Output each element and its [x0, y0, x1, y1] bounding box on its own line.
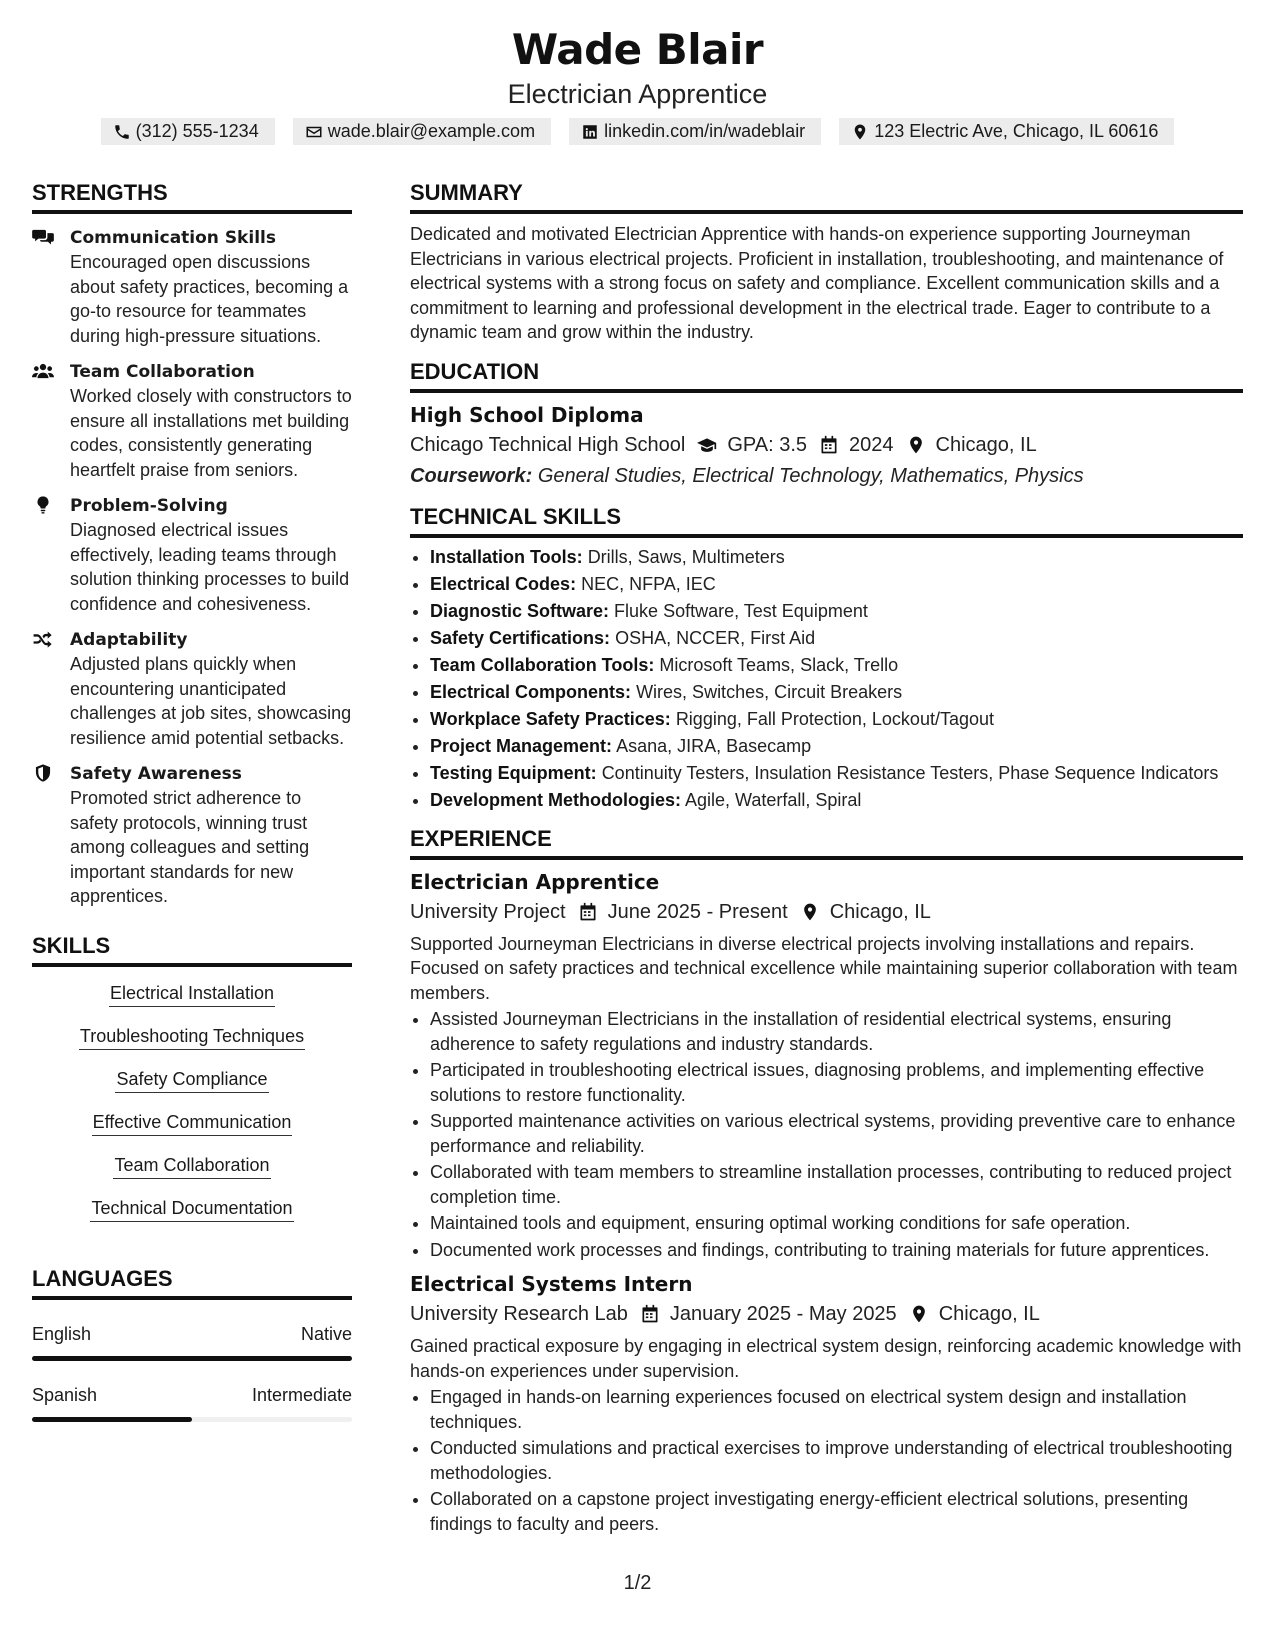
summary-text: Dedicated and motivated Electrician Apprentice with hands-on experience supporting Journeyman Electricians in various electrical projects. Proficient in installation, troubleshooting, and maintenance of electrical systems with a strong focus on safety and compliance. Excellent communication skills and a commitment to learning and professional development in the electrical trade. Eager to contribute to a dynamic team and grow within the industry.	[410, 224, 1224, 342]
skill-tag: Safety Compliance	[115, 1067, 268, 1093]
list-item: • Collaborated with team members to streamline installation processes, contributing to reduced project completion time.	[430, 1160, 1243, 1209]
coursework-label: Coursework:	[410, 464, 533, 487]
strength-desc: Encouraged open discussions about safety practices, becoming a go-to resource for teammates during high-pressure situations.	[70, 252, 349, 346]
list-item	[430, 652, 1243, 679]
contact-phone[interactable]	[101, 118, 275, 145]
strengths-heading: STRENGTHS	[32, 178, 352, 214]
tech-skill-value: Asana, JIRA, Basecamp	[616, 735, 812, 756]
job-summary: Supported Journeyman Electricians in diverse electrical projects involving installations and repairs. Focused on safety practices and technical excellence while maintaining superior collaboration with team members.	[410, 933, 1238, 1003]
tech-skill-label: Team Collaboration Tools:	[430, 654, 655, 675]
tech-skill-value: Continuity Testers, Insulation Resistance Testers, Phase Sequence Indicators	[601, 762, 1219, 783]
list-item: • Supported maintenance activities on various electrical systems, providing preventive care to enhance performance and reliability.	[430, 1109, 1243, 1158]
list-item	[430, 598, 1243, 625]
contact-address-text: 123 Electric Ave, Chicago, IL 60616	[874, 121, 1159, 141]
language-proficiency-bar	[32, 1356, 352, 1361]
tech-skill-value: Fluke Software, Test Equipment	[614, 600, 868, 621]
education-school: Chicago Technical High School	[410, 433, 686, 456]
job-title: Electrical Systems Intern	[410, 1272, 693, 1296]
list-item: • Assisted Journeyman Electricians in the installation of residential electrical systems, ensuring adherence to safety regulations and industry standards.	[430, 1007, 1243, 1056]
language-name: English	[32, 1323, 92, 1344]
strength-desc: Worked closely with constructors to ensure all installations met building codes, consistently generating heartfelt praise from seniors.	[70, 386, 352, 480]
language-proficiency-fill	[32, 1417, 192, 1422]
job-dates: January 2025 - May 2025	[669, 1303, 897, 1325]
strength-item	[32, 494, 352, 616]
job-location: Chicago, IL	[829, 900, 931, 923]
summary-heading: SUMMARY	[410, 178, 1243, 214]
strength-item	[32, 762, 352, 909]
job-org: University Research Lab	[410, 1303, 628, 1325]
tech-skill-label: Safety Certifications:	[430, 627, 611, 648]
tech-skill-value: Rigging, Fall Protection, Lockout/Tagout	[675, 708, 994, 729]
list-item: • Participated in troubleshooting electrical issues, diagnosing problems, and implementing effective solutions to restore functionality.	[430, 1058, 1243, 1107]
strength-desc: Adjusted plans quickly when encountering unanticipated challenges at job sites, showcasing resilience amid potential setbacks.	[70, 654, 352, 748]
skill-tag: Technical Documentation	[90, 1196, 293, 1222]
linkedin-icon	[581, 123, 599, 141]
experience-entry	[410, 868, 1243, 1263]
strength-item	[32, 226, 352, 348]
tech-skill-value: Wires, Switches, Circuit Breakers	[636, 681, 903, 702]
job-summary: Gained practical exposure by engaging in electrical system design, reinforcing academic knowledge with hands-on experiences under supervision.	[410, 1336, 1242, 1381]
job-meta	[410, 1300, 1243, 1328]
experience-entry	[410, 1270, 1243, 1536]
education-gpa: GPA: 3.5	[727, 433, 808, 456]
contact-linkedin-text: linkedin.com/in/wadeblair	[604, 121, 806, 141]
education-heading: EDUCATION	[410, 357, 1243, 393]
skill-tag: Team Collaboration	[113, 1153, 270, 1179]
language-proficiency-fill	[32, 1356, 352, 1361]
tech-skill-label: Project Management:	[430, 735, 613, 756]
coursework-list: General Studies, Electrical Technology, Mathematics, Physics	[537, 464, 1084, 487]
left-column	[32, 178, 352, 1422]
tech-skill-value: Drills, Saws, Multimeters	[587, 546, 785, 567]
experience-heading: EXPERIENCE	[410, 824, 1243, 860]
map-pin-icon	[851, 123, 869, 141]
list-item	[430, 706, 1243, 733]
education-location: Chicago, IL	[935, 433, 1037, 456]
education-year: 2024	[849, 433, 894, 456]
skill-tag: Effective Communication	[92, 1110, 293, 1136]
contact-address[interactable]	[839, 118, 1174, 145]
language-name: Spanish	[32, 1384, 98, 1405]
graduation-cap-icon	[697, 435, 717, 455]
shuffle-icon	[32, 630, 54, 648]
skills-list	[32, 981, 352, 1222]
envelope-icon	[305, 123, 323, 141]
language-item	[32, 1322, 352, 1361]
candidate-name: Wade Blair	[511, 25, 764, 74]
strength-title: Team Collaboration	[70, 362, 255, 382]
list-item	[430, 625, 1243, 652]
contact-bar	[0, 118, 1275, 145]
phone-icon	[113, 123, 131, 141]
language-proficiency-bar	[32, 1417, 352, 1422]
strength-title: Problem-Solving	[70, 496, 228, 516]
page-number: 1/2	[623, 1572, 652, 1594]
strength-title: Communication Skills	[70, 228, 276, 248]
job-org: University Project	[410, 900, 566, 923]
lightbulb-icon	[32, 496, 54, 514]
strength-title: Safety Awareness	[70, 764, 242, 784]
technical-skills-list	[410, 544, 1243, 814]
job-title: Electrician Apprentice	[410, 869, 660, 894]
users-icon	[32, 362, 54, 380]
tech-skill-label: Installation Tools:	[430, 546, 583, 567]
job-meta	[410, 898, 1243, 926]
list-item: • Collaborated on a capstone project investigating energy-efficient electrical solutions, presenting findings to faculty and peers.	[430, 1487, 1243, 1536]
list-item	[430, 733, 1243, 760]
job-dates: June 2025 - Present	[607, 900, 788, 923]
list-item: • Engaged in hands-on learning experiences focused on electrical system design and installation techniques.	[430, 1385, 1243, 1434]
map-pin-icon	[800, 902, 820, 922]
strength-desc: Promoted strict adherence to safety protocols, winning trust among colleagues and setting important standards for new apprentices.	[70, 788, 310, 906]
candidate-title: Electrician Apprentice	[507, 79, 768, 109]
map-pin-icon	[906, 435, 926, 455]
strength-desc: Diagnosed electrical issues effectively, leading teams through solution thinking processes to build confidence and cohesiveness.	[70, 520, 350, 614]
education-meta	[410, 431, 1243, 459]
resume-header	[0, 26, 1275, 145]
strength-item	[32, 628, 352, 750]
education-degree: High School Diploma	[410, 402, 644, 427]
contact-email[interactable]	[293, 118, 551, 145]
tech-skill-label: Testing Equipment:	[430, 762, 597, 783]
tech-skill-value: OSHA, NCCER, First Aid	[615, 627, 816, 648]
list-item: • Documented work processes and findings, contributing to training materials for future apprentices.	[430, 1238, 1243, 1263]
tech-skill-label: Development Methodologies:	[430, 789, 682, 810]
contact-linkedin[interactable]	[569, 118, 821, 145]
list-item: • Conducted simulations and practical exercises to improve understanding of electrical troubleshooting methodologies.	[430, 1436, 1243, 1485]
skill-tag: Troubleshooting Techniques	[79, 1024, 305, 1050]
languages-heading: LANGUAGES	[32, 1264, 352, 1300]
list-item	[430, 544, 1243, 571]
comments-icon	[32, 228, 54, 246]
skill-tag: Electrical Installation	[109, 981, 275, 1007]
tech-skill-label: Electrical Components:	[430, 681, 632, 702]
language-item	[32, 1383, 352, 1422]
technical-skills-heading: TECHNICAL SKILLS	[410, 502, 1243, 538]
right-column	[410, 178, 1243, 1536]
list-item	[430, 760, 1243, 787]
shield-icon	[32, 764, 54, 782]
tech-skill-label: Workplace Safety Practices:	[430, 708, 671, 729]
strength-title: Adaptability	[70, 630, 188, 650]
list-item: • Maintained tools and equipment, ensuring optimal working conditions for safe operation.	[430, 1211, 1243, 1236]
list-item	[430, 571, 1243, 598]
map-pin-icon	[909, 1304, 929, 1324]
skills-heading: SKILLS	[32, 931, 352, 967]
calendar-icon	[819, 435, 839, 455]
calendar-icon	[578, 902, 598, 922]
job-bullets	[410, 1385, 1243, 1536]
tech-skill-label: Electrical Codes:	[430, 573, 577, 594]
tech-skill-value: Agile, Waterfall, Spiral	[685, 789, 862, 810]
calendar-icon	[640, 1304, 660, 1324]
job-location: Chicago, IL	[938, 1303, 1040, 1325]
education-coursework	[410, 462, 1243, 490]
language-level: Intermediate	[251, 1384, 352, 1405]
language-level: Native	[300, 1323, 352, 1344]
tech-skill-label: Diagnostic Software:	[430, 600, 610, 621]
job-bullets	[410, 1007, 1243, 1262]
tech-skill-value: NEC, NFPA, IEC	[581, 573, 716, 594]
contact-email-text: wade.blair@example.com	[327, 121, 536, 141]
strength-item	[32, 360, 352, 482]
contact-phone-text: (312) 555-1234	[135, 121, 259, 141]
tech-skill-value: Microsoft Teams, Slack, Trello	[659, 654, 899, 675]
list-item	[430, 679, 1243, 706]
list-item	[430, 787, 1243, 814]
